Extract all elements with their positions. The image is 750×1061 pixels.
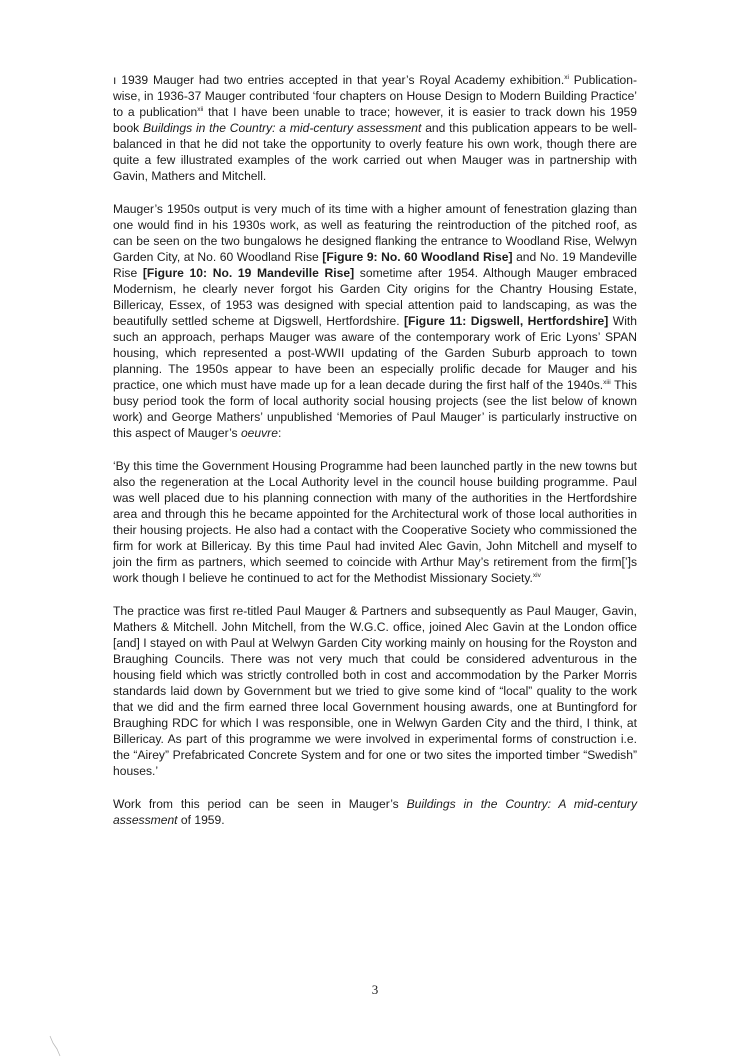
italic-text: oeuvre xyxy=(240,426,278,440)
scan-mark-icon xyxy=(48,1035,62,1057)
figure-reference: [Figure 9: No. 60 Woodland Rise] xyxy=(322,250,513,264)
text-run: Mauger’s 1950s output is very much of its time with a higher amount of fenestration glazing than one would find in his 1930s work, as well as featuring the reintroduction of the pitched roof, as can be seen on the two bungalows he designed flanking the entrance to Woodland Rise, Welwyn Garden City, at No. 60 Woodland Rise xyxy=(113,202,637,264)
figure-reference: [Figure 10: No. 19 Mandeville Rise] xyxy=(142,266,355,280)
body-text xyxy=(113,72,637,828)
text-run: This busy period took the form of local authority social housing projects (see the list below of known work) and George Mathers’ unpublished ‘Memories of Paul Mauger’ is particularly instructive on this aspect of Mauger’s xyxy=(113,378,637,440)
text-run: ‘By this time the Government Housing Programme had been launched partly in the new towns but also the regeneration at the Local Authority level in the council house building programme. Paul was well placed due to his planning connection with many of the authorities in the Hertfordshire area and through this he became appointed for the Architectural work of those local authorities in their housing projects. He also had a contact with the Cooperative Society who commissioned the firm for work at Billericay. By this time Paul had invited Alec Gavin, John Mitchell and myself to join the firm as partners, which seemed to coincide with Arthur May’s retirement from the firm[’]s work though I believe he continued to act for the Methodist Missionary Society. xyxy=(113,459,637,585)
text-run: ı 1939 Mauger had two entries accepted in that year’s Royal Academy exhibition. xyxy=(113,73,565,87)
footnote-marker: xi xyxy=(564,73,569,81)
footnote-marker: xii xyxy=(197,105,204,113)
text-run: and No. 19 Mandeville Rise xyxy=(113,250,638,280)
text-run: Work from this period can be seen in Mauger’s xyxy=(113,797,407,811)
paragraph-5 xyxy=(113,796,637,828)
text-run: With such an approach, perhaps Mauger was aware of the contemporary work of Eric Lyons’ SPAN housing, which represented a post-WWII updating of the Garden Suburb approach to town planning. The 1950s appear to have been an especially prolific decade for Mauger and his practice, one which must have made up for a lean decade during the first half of the 1940s. xyxy=(113,314,637,392)
paragraph-4 xyxy=(113,603,637,779)
paragraph-2 xyxy=(113,201,637,441)
paragraph-3 xyxy=(113,458,637,586)
text-run: : xyxy=(277,426,282,440)
text-run: sometime after 1954. Although Mauger embraced Modernism, he clearly never forgot his Garden City origins for the Chantry Housing Estate, Billericay, Essex, of 1953 was designed with special attention paid to landscaping, as was the beautifully settled scheme at Digswell, Hertfordshire. xyxy=(113,266,637,328)
text-run: and this publication appears to be well-balanced in that he did not take the opportunity to overly feature his own work, though there are quite a few illustrated examples of the work carried out when Mauger was in partnership with Gavin, Mathers and Mitchell. xyxy=(113,121,637,183)
paragraph-1 xyxy=(113,72,637,184)
italic-text: Buildings in the Country: A mid-century assessment xyxy=(113,797,638,827)
text-run: The practice was first re-titled Paul Mauger & Partners and subsequently as Paul Mauger, Gavin, Mathers & Mitchell. John Mitchell, from the W.G.C. office, joined Alec Gavin at the London office [and] I stayed on with Paul at Welwyn Garden City working mainly on housing for the Royston and Braughing Councils. There was not very much that could be considered adventurous in the housing field which was strictly controlled both in cost and accommodation by the Parker Morris standards laid down by Government but we tried to give some kind of “local” quality to the work that we did and the firm earned three local Government housing awards, one at Buntingford for Braughing RDC for which I was responsible, one in Welwyn Garden City and the third, I think, at Billericay. As part of this programme we were involved in experimental forms of construction i.e. the “Airey” Prefabricated Concrete System and for one or two sites the imported timber “Swedish” houses.’ xyxy=(113,604,637,778)
footnote-marker: xiii xyxy=(603,378,611,386)
italic-text: Buildings in the Country: a mid-century assessment xyxy=(143,121,422,135)
figure-reference: [Figure 11: Digswell, Hertfordshire] xyxy=(404,314,609,328)
text-run: that I have been unable to trace; however, it is easier to track down his 1959 book xyxy=(113,105,637,135)
text-run: of 1959. xyxy=(177,813,225,827)
text-run: Publication-wise, in 1936-37 Mauger contributed ‘four chapters on House Design to Modern Building Practice’ to a publication xyxy=(113,73,637,119)
footnote-marker: xiv xyxy=(532,571,541,579)
page-number: 3 xyxy=(371,982,379,997)
